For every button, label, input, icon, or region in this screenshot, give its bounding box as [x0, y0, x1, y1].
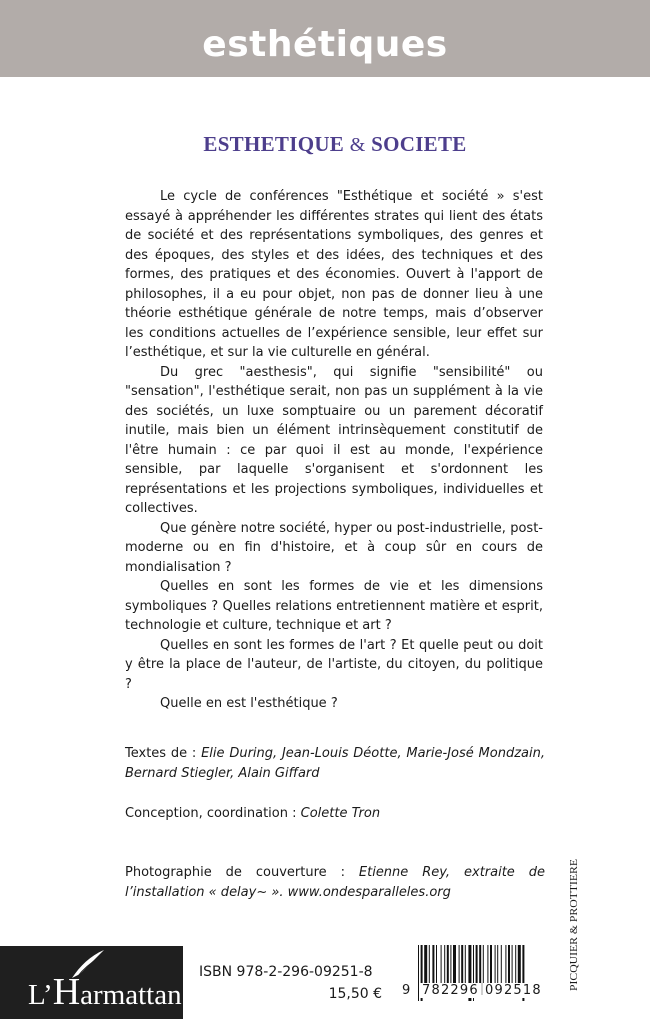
credit-photo-text: Etienne Rey, extraite de l’installation « delay~ ». www.ondesparalleles.org	[125, 865, 545, 900]
book-title-part2: SOCIETE	[371, 132, 467, 156]
credit-concept	[125, 804, 545, 824]
paragraph: Quelle en est l'esthétique ?	[160, 696, 338, 711]
credit-concept-name: Colette Tron	[300, 806, 381, 821]
paragraph: Quelles en sont les formes de vie et les dimensions symboliques ? Quelles relations entretiennent matière et esprit, technologie et culture, technique et art ?	[125, 579, 543, 633]
paragraph: Que génère notre société, hyper ou post-industrielle, post-moderne ou en fin d'histoire, et à coup sûr en cours de mondialisation ?	[125, 520, 543, 575]
paragraph: Du grec "aesthesis", qui signifie "sensibilité" ou "sensation", l'esthétique serait, non pas un supplément à la vie des sociétés, un luxe somptuaire ou un parement décoratif inutile, mais bien un élément intrinsèquement constitutif de l'être humain : ce par quoi il est au monde, l'expérience sensible, par laquelle s'organisent et s'ordonnent les représentations et les projections symboliques, individuelles et collectives.	[125, 364, 543, 516]
paragraph: Le cycle de conférences "Esthétique et société » s'est essayé à appréhender les différentes strates qui lient des états de société et des représentations symboliques, des genres et des époques, des styles et des idées, des techniques et des formes, des pratiques et des économies. Ouvert à l'apport de philosophes, il a eu pour objet, non pas de donner lieu à une théorie esthétique générale de notre temps, mais d’observer les conditions actuelles de l’expérience sensible, leur effet sur l’esthétique, et sur la vie culturelle en général.	[125, 189, 543, 360]
publisher-logo-initial: H	[52, 971, 81, 1013]
book-title-ampersand: &	[349, 134, 366, 156]
publisher-logo-prefix: L’	[28, 979, 53, 1011]
publisher-vertical-svg	[566, 856, 580, 994]
barcode	[402, 944, 542, 1019]
credit-concept-label: Conception, coordination :	[125, 806, 297, 821]
series-title: esthétiques	[202, 24, 448, 65]
barcode-group-1: 782296	[422, 983, 479, 998]
credit-photo	[125, 863, 545, 902]
credit-texts-authors: Elie During, Jean-Louis Déotte, Marie-José Mondzain, Bernard Stiegler, Alain Giffard	[125, 746, 545, 781]
description-text	[125, 187, 543, 714]
barcode-lead-digit: 9	[402, 983, 411, 998]
paragraph: Quelles en sont les formes de l'art ? Et quelle peut ou doit y être la place de l'auteur, de l'artiste, du citoyen, du politique ?	[125, 637, 543, 692]
publisher-logo-rest: armattan	[80, 979, 182, 1011]
credit-texts	[125, 744, 545, 783]
publisher-vertical-text: PICQUIER & PROTTIERE	[568, 866, 580, 991]
publisher-logo	[28, 971, 182, 1013]
book-title	[0, 132, 650, 157]
barcode-digits	[402, 983, 544, 1001]
isbn-text: ISBN 978-2-296-09251-8	[199, 964, 373, 980]
book-title-part1: ESTHETIQUE	[203, 132, 345, 156]
credit-photo-label: Photographie de couverture :	[125, 865, 345, 880]
barcode-group-2: 092518	[485, 983, 542, 998]
publisher-vertical-label	[566, 856, 580, 994]
price-text: 15,50 €	[328, 986, 382, 1002]
credit-texts-label: Textes de :	[125, 746, 197, 761]
